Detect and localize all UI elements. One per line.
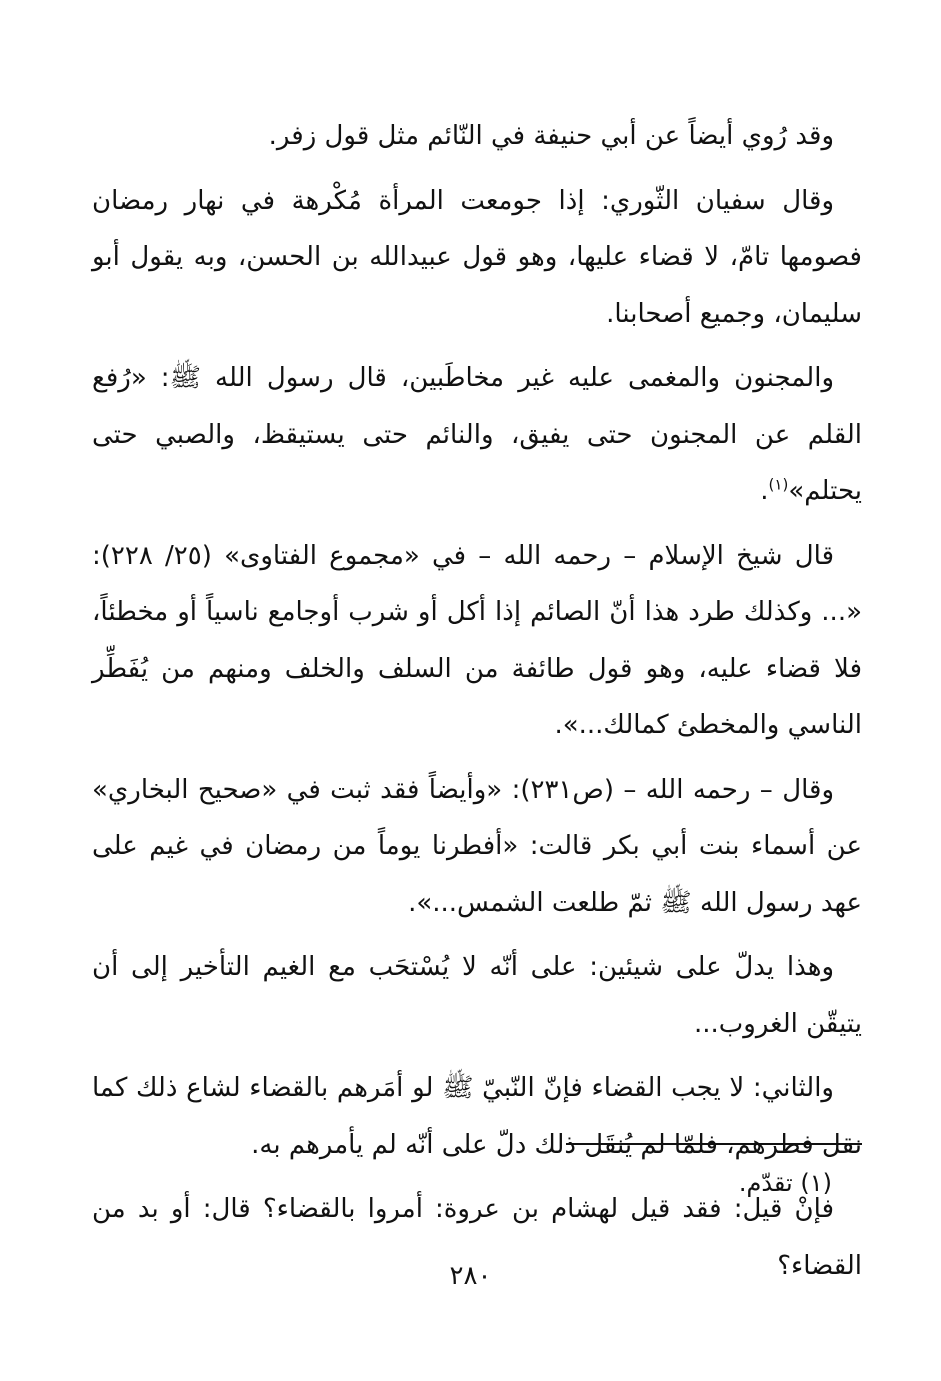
paragraph-6: وهذا يدلّ على شيئين: على أنّه لا يُسْتحَب مع الغيم التأخير إلى أن يتيقّن الغروب... — [92, 952, 862, 1039]
paragraph-3: والمجنون والمغمى عليه غير مخاطَبين، قال رسول الله ﷺ: «رُفع القلم عن المجنون حتى يفيق، والنائم حتى يستيقظ، والصبي حتى يحتلم»$^{(١)}$. — [92, 363, 862, 506]
footnote: (١) تقدّم. — [738, 1169, 832, 1197]
paragraph-4: قال شيخ الإسلام – رحمه الله – في «مجموع الفتاوى» (٢٥/ ٢٢٨): «... وكذلك طرد هذا أنّ الصائم إذا أكل أو شرب أوجامع ناسياً أو مخطئاً، فلا قضاء عليه، وهو قول طائفة من السلف والخلف ومنهم من يُفَطِّر الناسي والمخطئ كمالك...». — [92, 540, 862, 740]
paragraph-2: وقال سفيان الثّوري: إذا جومعت المرأة مُكْرهة في نهار رمضان فصومها تامّ، لا قضاء عليها، وهو قول عبيدالله بن الحسن، وبه يقول أبو سليمان، وجميع أصحابنا. — [92, 185, 862, 329]
paragraph-8: فإنْ قيل: فقد قيل لهشام بن عروة: أمروا بالقضاء؟ قال: أو بد من القضاء؟ — [92, 1194, 862, 1281]
paragraph-5: وقال – رحمه الله – (ص٢٣١): «وأيضاً فقد ثبت في «صحيح البخاري» عن أسماء بنت أبي بكر قالت: «أفطرنا يوماً من رمضان في غيم على عهد رسول الله ﷺ ثمّ طلعت الشمس...». — [92, 774, 862, 918]
paragraph-1: وقد رُوي أيضاً عن أبي حنيفة في النّائم مثل قول زفر. — [268, 121, 834, 151]
footnote-marker-tail: . — [760, 476, 769, 506]
footnote-divider — [566, 1143, 862, 1145]
paragraph-7: والثاني: لا يجب القضاء فإنّ النّبيّ ﷺ لو أمَرهم بالقضاء لشاع ذلك كما نقل فطرهم، فلمّا لم يُنقَل ذلك دلّ على أنّه لم يأمرهم به. — [92, 1073, 862, 1160]
page-number: ٢٨٠ — [449, 1261, 492, 1291]
main-text — [92, 108, 862, 1294]
footnote-marker: (١) — [768, 475, 789, 494]
